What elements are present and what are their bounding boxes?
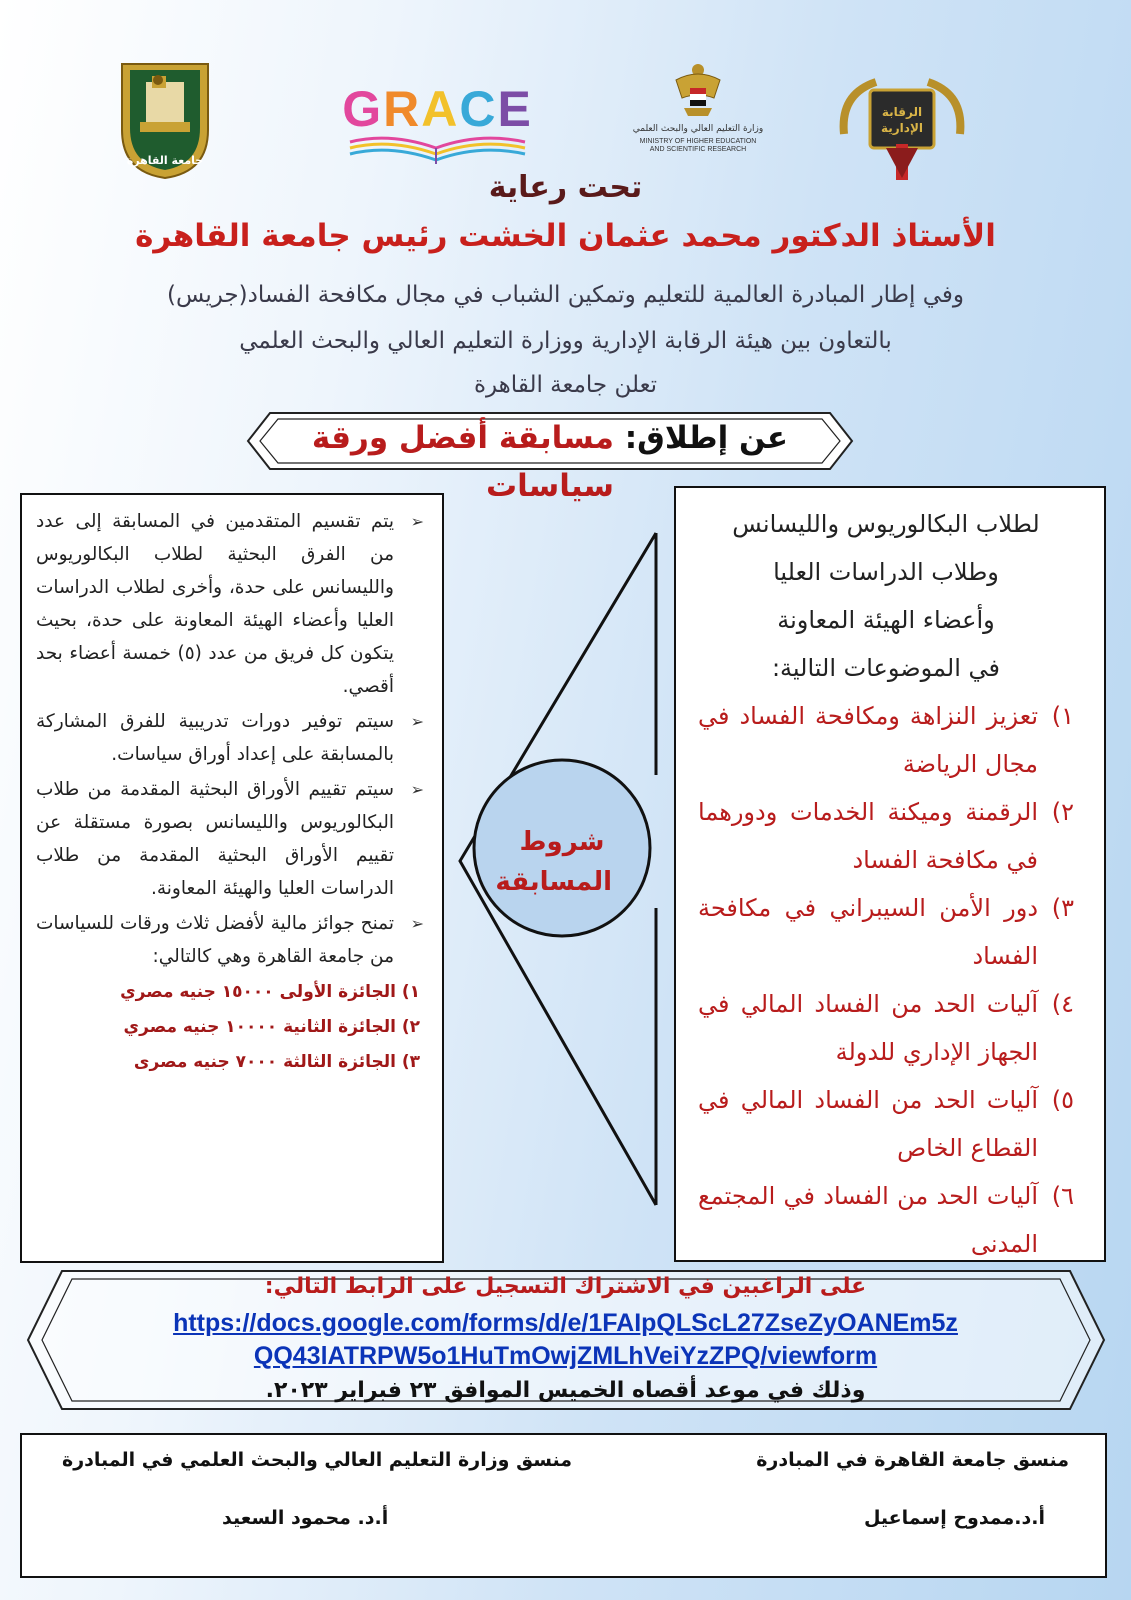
prize-item <box>36 1045 424 1080</box>
cairo-university-caption: جامعة القاهرة <box>126 154 204 167</box>
condition-text: سيتم تقييم الأوراق البحثية المقدمة من طلاب البكالوريوس والليسانس بصورة مستقلة عن تقييم الأوراق البحثية المقدمة من طلاب الدراسات العليا والهيئة المعاونة. <box>36 779 394 899</box>
topic-item <box>698 1172 1074 1268</box>
condition-item <box>36 705 424 771</box>
launch-prefix: عن إطلاق: <box>624 420 789 456</box>
arrow-bullet-icon: ➢ <box>410 712 424 731</box>
topic-text: دور الأمن السيبراني في مكافحة الفساد <box>698 894 1038 970</box>
arrow-bullet-icon: ➢ <box>410 780 424 799</box>
audience-line: لطلاب البكالوريوس والليسانس <box>732 510 1040 538</box>
audience-line: في الموضوعات التالية: <box>771 654 1001 682</box>
patronage-title: تحت رعاية <box>488 170 643 205</box>
grace-letter-c: C <box>459 81 498 137</box>
topic-text: تعزيز النزاهة ومكافحة الفساد في مجال الرياضة <box>698 702 1038 778</box>
egypt-eagle-emblem-icon <box>674 62 722 120</box>
cairo-university-logo <box>118 60 212 180</box>
prize-number: ٣) <box>401 1052 420 1072</box>
topic-number: ٢) <box>1051 798 1074 826</box>
open-book-icon <box>330 134 545 166</box>
competition-title: مسابقة أفضل ورقة سياسات <box>311 420 615 504</box>
topic-text: الرقمنة وميكنة الخدمات ودورهما في مكافحة الفساد <box>698 798 1038 874</box>
ministry-logo <box>628 62 768 172</box>
registration-link-line2[interactable]: QQ43lATRPW5o1HuTmOwjZMLhVeiYzZPQ/viewform <box>253 1342 878 1370</box>
grace-logo <box>330 76 545 166</box>
registration-heading: على الراغبين في الاشتراك التسجيل على الرابط التالي: <box>264 1274 867 1299</box>
condition-item <box>36 505 424 703</box>
topic-text: آليات الحد من الفساد في المجتمع المدنى <box>698 1182 1038 1258</box>
audience-line: وطلاب الدراسات العليا <box>773 558 999 586</box>
topic-number: ٦) <box>1051 1182 1074 1210</box>
cairo-coordinator-name: أ.د.ممدوح إسماعيل <box>863 1507 1045 1529</box>
ministry-coordinator-name: أ.د. محمود السعيد <box>222 1507 389 1529</box>
ministry-english-line2: AND SCIENTIFIC RESEARCH <box>649 146 747 153</box>
aca-logo <box>836 74 968 184</box>
condition-text: سيتم توفير دورات تدريبية للفرق المشاركة بالمسابقة على إعداد أوراق سياسات. <box>36 711 394 765</box>
grace-letter-a: A <box>421 81 460 137</box>
intro-line-2: بالتعاون بين هيئة الرقابة الإدارية ووزارة التعليم العالي والبحث العلمي <box>239 328 892 354</box>
audience-line: وأعضاء الهيئة المعاونة <box>777 606 995 634</box>
coordinators-footer <box>20 1433 1107 1578</box>
topic-text: آليات الحد من الفساد المالي في الجهاز الإداري للدولة <box>698 990 1038 1066</box>
president-title: الأستاذ الدكتور محمد عثمان الخشت رئيس جامعة القاهرة <box>135 218 996 254</box>
registration-deadline: وذلك في موعد أقصاه الخميس الموافق ٢٣ فبراير ٢٠٢٣. <box>265 1378 866 1403</box>
arrow-bullet-icon: ➢ <box>410 914 424 933</box>
circle-label-line2: المسابقة <box>495 867 612 897</box>
prize-number: ٢) <box>401 1017 420 1037</box>
topic-number: ٤) <box>1051 990 1074 1018</box>
topic-number: ١) <box>1051 702 1074 730</box>
registration-link-line1[interactable]: https://docs.google.com/forms/d/e/1FAIpQLScL27ZseZyOANEm5z <box>173 1309 958 1337</box>
grace-wordmark <box>330 80 545 138</box>
ministry-coordinator-title: منسق وزارة التعليم العالي والبحث العلمي في المبادرة <box>62 1449 573 1471</box>
ministry-arabic-name: وزارة التعليم العالي والبحث العلمي <box>632 124 764 134</box>
prize-text: الجائزة الثانية ١٠٠٠٠ جنيه مصري <box>123 1017 396 1037</box>
condition-item <box>36 773 424 905</box>
topic-text: آليات الحد من الفساد المالي في القطاع الخاص <box>698 1086 1038 1162</box>
topic-item <box>698 884 1074 980</box>
intro-line-1: وفي إطار المبادرة العالمية للتعليم وتمكين الشباب في مجال مكافحة الفساد(جريس) <box>167 282 964 308</box>
arrow-bullet-icon: ➢ <box>410 512 424 531</box>
cairo-coordinator-title: منسق جامعة القاهرة في المبادرة <box>756 1449 1069 1471</box>
conditions-box <box>20 493 444 1263</box>
launch-banner <box>260 414 840 504</box>
prize-item <box>36 1010 424 1045</box>
prize-item <box>36 975 424 1010</box>
condition-item <box>36 907 424 973</box>
prize-text: الجائزة الأولى ١٥٠٠٠ جنيه مصري <box>120 982 396 1002</box>
prize-text: الجائزة الثالثة ٧٠٠٠ جنيه مصرى <box>133 1052 396 1072</box>
ministry-english-name <box>628 138 768 154</box>
topic-number: ٣) <box>1051 894 1074 922</box>
intro-line-3: تعلن جامعة القاهرة <box>473 372 658 398</box>
grace-letter-g: G <box>342 81 384 137</box>
conditions-circle-label <box>495 822 612 902</box>
topic-item <box>698 788 1074 884</box>
grace-letter-r: R <box>383 81 422 137</box>
condition-text: يتم تقسيم المتقدمين في المسابقة إلى عدد من الفرق البحثية لطلاب البكالوريوس والليسانس على حدة، وأخرى لطلاب الدراسات العليا وأعضاء الهيئة المعاونة على حدة، بحيث يتكون كل فريق من عدد (٥) خمسة أعضاء بحد أقصي. <box>36 511 394 697</box>
topic-number: ٥) <box>1051 1086 1074 1114</box>
aca-caption: الرقابة الإدارية <box>880 105 923 135</box>
prize-number: ١) <box>401 982 420 1002</box>
topics-box <box>674 486 1106 1262</box>
topic-item <box>698 980 1074 1076</box>
topic-item <box>698 1076 1074 1172</box>
topic-item <box>698 692 1074 788</box>
grace-letter-e: E <box>497 81 533 137</box>
ministry-english-line1: MINISTRY OF HIGHER EDUCATION <box>639 138 757 145</box>
condition-text: تمنح جوائز مالية لأفضل ثلاث ورقات للسياسات من جامعة القاهرة وهي كالتالي: <box>36 913 394 967</box>
circle-label-line1: شروط <box>519 827 605 857</box>
